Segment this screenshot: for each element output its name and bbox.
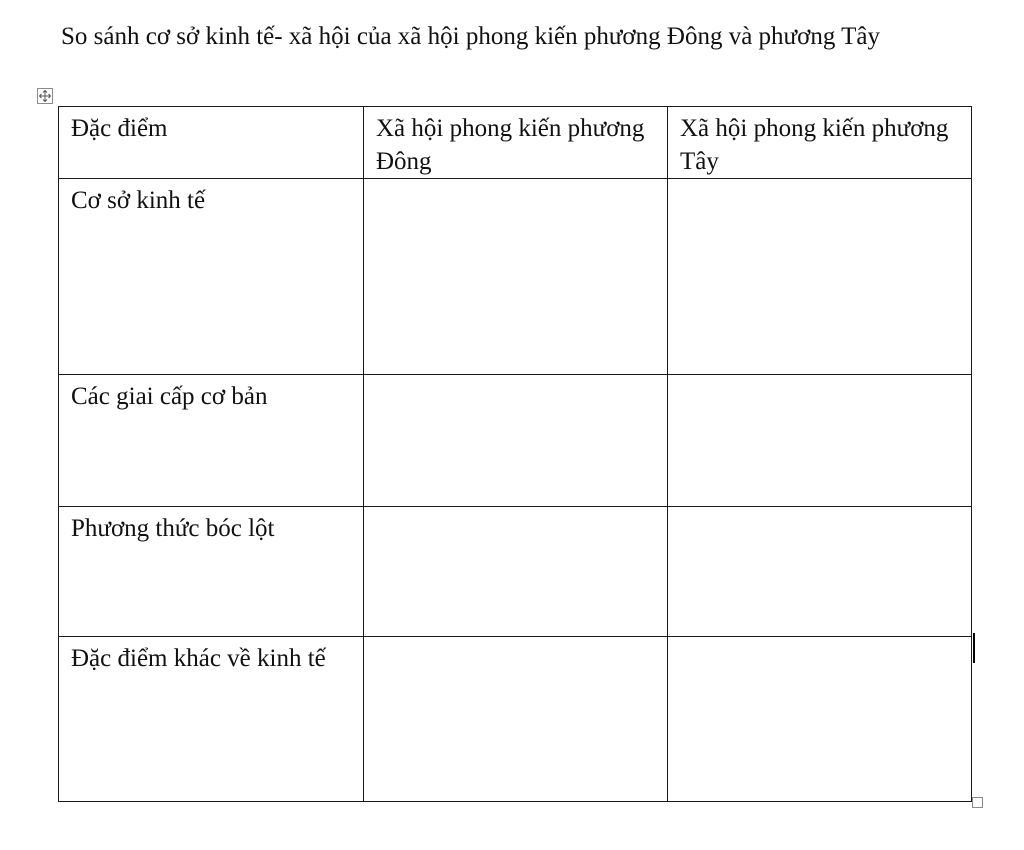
row-label-cell[interactable]: Các giai cấp cơ bản xyxy=(59,375,364,507)
east-cell[interactable] xyxy=(364,375,668,507)
table-row xyxy=(59,179,972,375)
row-label-cell[interactable]: Đặc điểm khác về kinh tế xyxy=(59,637,364,802)
header-cell-west[interactable]: Xã hội phong kiến phương Tây xyxy=(668,107,972,179)
east-cell[interactable] xyxy=(364,179,668,375)
west-cell[interactable] xyxy=(668,637,972,802)
text-cursor xyxy=(973,633,975,663)
table-header-row xyxy=(59,107,972,179)
table-row xyxy=(59,507,972,637)
header-cell-east[interactable]: Xã hội phong kiến phương Đông xyxy=(364,107,668,179)
east-cell[interactable] xyxy=(364,507,668,637)
comparison-table xyxy=(58,106,972,802)
west-cell[interactable] xyxy=(668,375,972,507)
document-heading: So sánh cơ sở kinh tế- xã hội của xã hội phong kiến phương Đông và phương Tây xyxy=(61,23,880,50)
header-cell-feature[interactable]: Đặc điểm xyxy=(59,107,364,179)
row-label-cell[interactable]: Cơ sở kinh tế xyxy=(59,179,364,375)
table-move-handle-icon[interactable] xyxy=(37,88,53,104)
east-cell[interactable] xyxy=(364,637,668,802)
table-row xyxy=(59,375,972,507)
west-cell[interactable] xyxy=(668,507,972,637)
table-row xyxy=(59,637,972,802)
table-resize-handle-icon[interactable] xyxy=(972,797,983,808)
row-label-cell[interactable]: Phương thức bóc lột xyxy=(59,507,364,637)
west-cell[interactable] xyxy=(668,179,972,375)
